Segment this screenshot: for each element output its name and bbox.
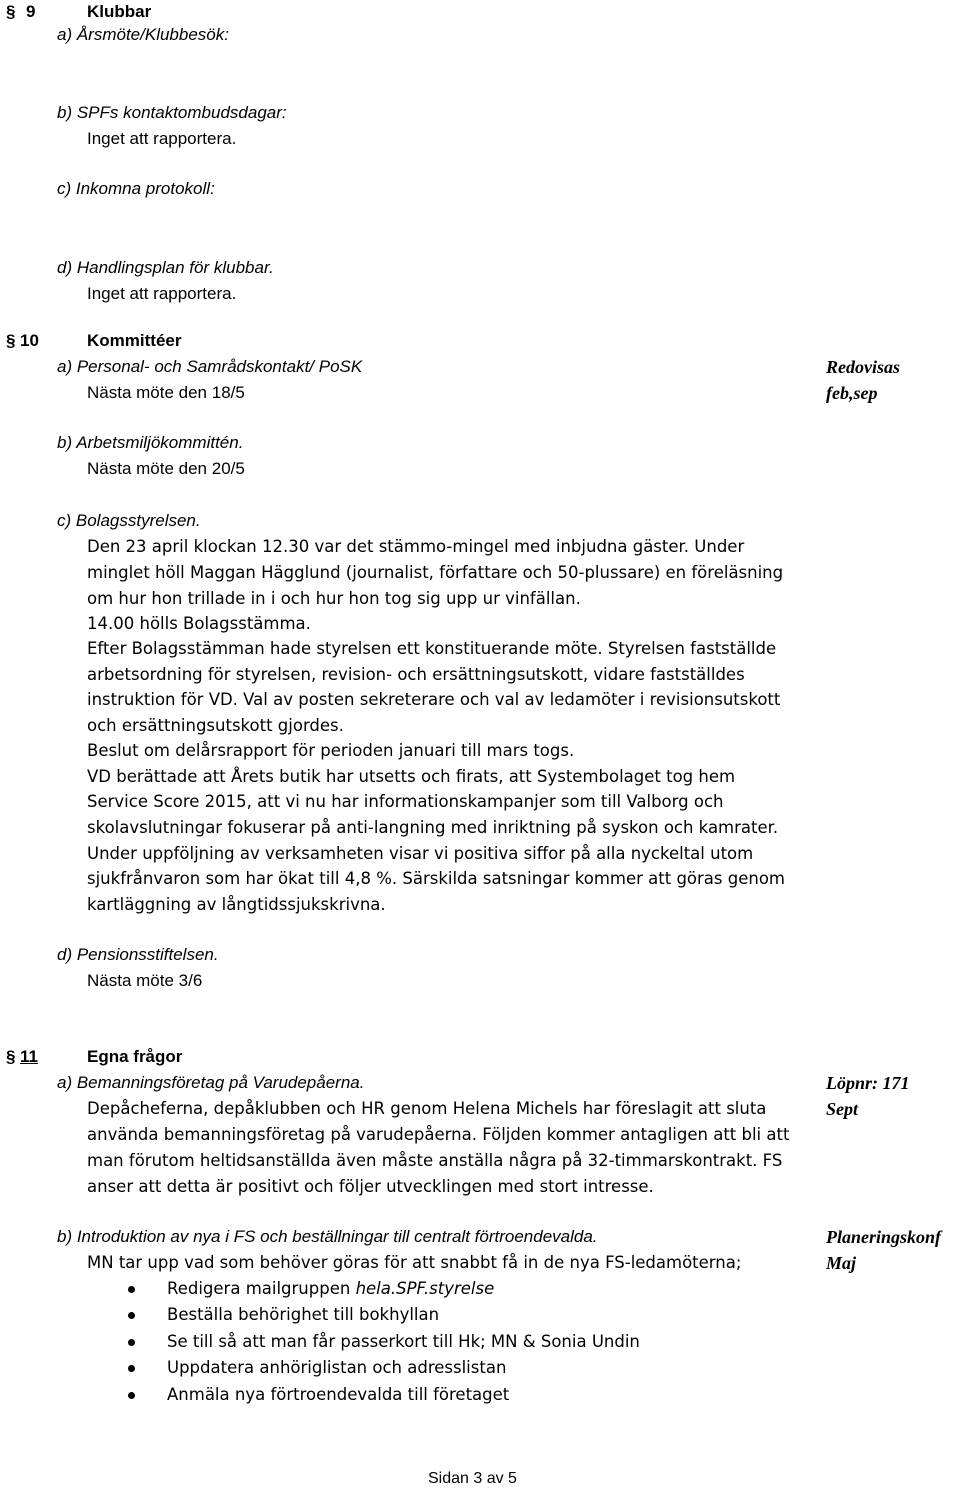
item-a-heading: a) Årsmöte/Klubbesök: xyxy=(57,25,229,44)
item-b-heading: b) Arbetsmiljökommittén. xyxy=(57,433,244,452)
item-b-heading: b) SPFs kontaktombudsdagar: xyxy=(57,103,287,122)
paragraph-line: om hur hon trillade in i och hur hon tog sig upp ur vinfällan. xyxy=(87,589,581,608)
paragraph-line: arbetsordning för styrelsen, revision- och ersättningsutskott, vidare fastställdes xyxy=(87,665,745,684)
paragraph-line: Depåcheferna, depåklubben och HR genom Helena Michels har föreslagit att sluta xyxy=(87,1099,767,1118)
item-d-heading: d) Pensionsstiftelsen. xyxy=(57,945,219,964)
paragraph-line: kartläggning av långtidssjukskrivna. xyxy=(87,895,386,914)
item-a-heading: a) Bemanningsföretag på Varudepåerna. xyxy=(57,1073,365,1092)
paragraph-line: 14.00 hölls Bolagsstämma. xyxy=(87,614,311,633)
item-b-text: Inget att rapportera. xyxy=(87,129,237,148)
item-c-heading: c) Bolagsstyrelsen. xyxy=(57,511,201,530)
paragraph-line: skolavslutningar fokuserar på anti-langning med inriktning på syskon och kamrater. xyxy=(87,818,779,837)
list-item xyxy=(167,1276,494,1302)
item-b-text: Nästa möte den 20/5 xyxy=(87,459,245,478)
list-item-text: Anmäla nya förtroendevalda till företaget xyxy=(167,1385,510,1404)
item-d-heading: d) Handlingsplan för klubbar. xyxy=(57,258,274,277)
section-symbol: § xyxy=(6,2,16,21)
item-c-heading: c) Inkomna protokoll: xyxy=(57,179,215,198)
item-a-text: Nästa möte den 18/5 xyxy=(87,383,245,402)
paragraph-line: Den 23 april klockan 12.30 var det stämmo-mingel med inbjudna gäster. Under xyxy=(87,537,745,556)
paragraph-line: Service Score 2015, att vi nu har informationskampanjer som till Valborg och xyxy=(87,792,724,811)
paragraph-line: sjukfrånvaron som har ökat till 4,8 %. Särskilda satsningar kommer att göras genom xyxy=(87,869,786,888)
bullet-icon xyxy=(128,1286,135,1293)
list-item-text: Se till så att man får passerkort till Hk; MN & Sonia Undin xyxy=(167,1332,640,1351)
section-number: 10 xyxy=(20,331,39,350)
paragraph-line: använda bemanningsföretag på varudepåerna. Följden kommer antagligen att bli att xyxy=(87,1125,790,1144)
list-item xyxy=(167,1329,640,1355)
side-note: Planeringskonf xyxy=(826,1227,942,1247)
section-title: Egna frågor xyxy=(87,1047,183,1066)
list-item xyxy=(167,1382,509,1408)
side-note: Löpnr: 171 xyxy=(826,1073,910,1093)
paragraph-line: anser att detta är positivt och följer utvecklingen med stort intresse. xyxy=(87,1177,654,1196)
item-d-text: Nästa möte 3/6 xyxy=(87,971,203,990)
bullet-icon xyxy=(128,1339,135,1346)
side-note: Redovisas xyxy=(826,357,900,377)
section-title: Kommittéer xyxy=(87,331,182,350)
section-title: Klubbar xyxy=(87,2,152,21)
bullet-icon xyxy=(128,1312,135,1319)
section-symbol: § xyxy=(6,331,16,350)
paragraph-line: instruktion för VD. Val av posten sekreterare och val av ledamöter i revisionsutskott xyxy=(87,690,781,709)
section-number: 11 xyxy=(20,1047,38,1066)
list-item-text: Redigera mailgruppen xyxy=(167,1279,356,1298)
paragraph-line: VD berättade att Årets butik har utsetts och firats, att Systembolaget tog hem xyxy=(87,767,736,786)
paragraph-line: och ersättningsutskott gjordes. xyxy=(87,716,344,735)
bullet-icon xyxy=(128,1392,135,1399)
list-item xyxy=(167,1302,439,1328)
side-note: Maj xyxy=(826,1253,857,1273)
list-item-emphasis: hela.SPF.styrelse xyxy=(355,1279,495,1298)
paragraph-line: Beslut om delårsrapport för perioden januari till mars togs. xyxy=(87,741,575,760)
item-a-heading: a) Personal- och Samrådskontakt/ PoSK xyxy=(57,357,363,376)
side-note: Sept xyxy=(826,1099,859,1119)
paragraph-line: Efter Bolagsstämman hade styrelsen ett konstituerande möte. Styrelsen fastställde xyxy=(87,639,777,658)
item-b-heading: b) Introduktion av nya i FS och beställningar till centralt förtroendevalda. xyxy=(57,1227,598,1246)
list-item xyxy=(167,1355,506,1381)
paragraph-line: Under uppföljning av verksamheten visar vi positiva siffor på alla nyckeltal utom xyxy=(87,844,754,863)
paragraph-line: man förutom heltidsanställda även måste anställa några på 32-timmarskontrakt. FS xyxy=(87,1151,783,1170)
bullet-icon xyxy=(128,1365,135,1372)
list-item-text: Beställa behörighet till bokhyllan xyxy=(167,1305,440,1324)
section-symbol: § xyxy=(6,1047,16,1066)
paragraph-line: MN tar upp vad som behöver göras för att snabbt få in de nya FS-ledamöterna; xyxy=(87,1253,742,1272)
list-item-text: Uppdatera anhöriglistan och adresslistan xyxy=(167,1358,507,1377)
side-note: feb,sep xyxy=(826,383,878,403)
paragraph-line: minglet höll Maggan Hägglund (journalist, författare och 50-plussare) en föreläsning xyxy=(87,563,784,582)
item-d-text: Inget att rapportera. xyxy=(87,284,237,303)
section-number: 9 xyxy=(26,2,36,21)
page-footer: Sidan 3 av 5 xyxy=(428,1470,517,1487)
